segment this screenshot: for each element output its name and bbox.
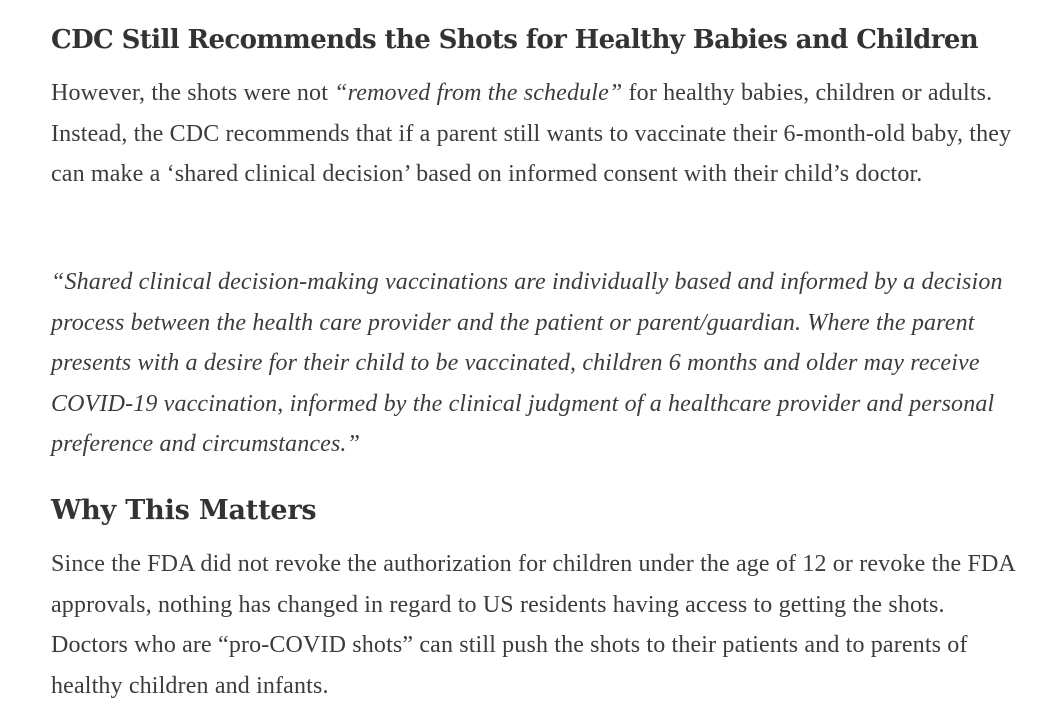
paragraph-text-start: However, the shots were not (51, 80, 335, 106)
section-heading-cdc-recommends: CDC Still Recommends the Shots for Healthy Babies and Children (51, 25, 979, 55)
paragraph-shots-not-removed (51, 73, 1019, 195)
paragraph-why-this-matters: Since the FDA did not revoke the authorization for children under the age of 12 or revoke the FDA approvals, nothing has changed in regard to US residents having access to getting the shots. Doctors who are “pro-COVID shots” can still push the shots to their patients and to parents of healthy children and infants. (51, 551, 1015, 699)
paragraph-text-end: for healthy babies, children or adults. Instead, the CDC recommends that if a parent still wants to vaccinate their 6-month-old baby, they can make a ‘shared clinical decision’ based on informed consent with their child’s doctor. (51, 80, 1012, 187)
section-heading-why-this-matters: Why This Matters (51, 495, 317, 526)
quoted-cdc-guidance: “Shared clinical decision-making vaccinations are individually based and informed by a decision process between the health care provider and the patient or parent/guardian. Where the parent presents with a desire for their child to be vaccinated, children 6 months and older may receive COVID-19 vaccination, informed by the clinical judgment of a healthcare provider and personal preference and circumstances.” (51, 269, 1003, 457)
quoted-phrase: “removed from the schedule” (334, 80, 623, 106)
